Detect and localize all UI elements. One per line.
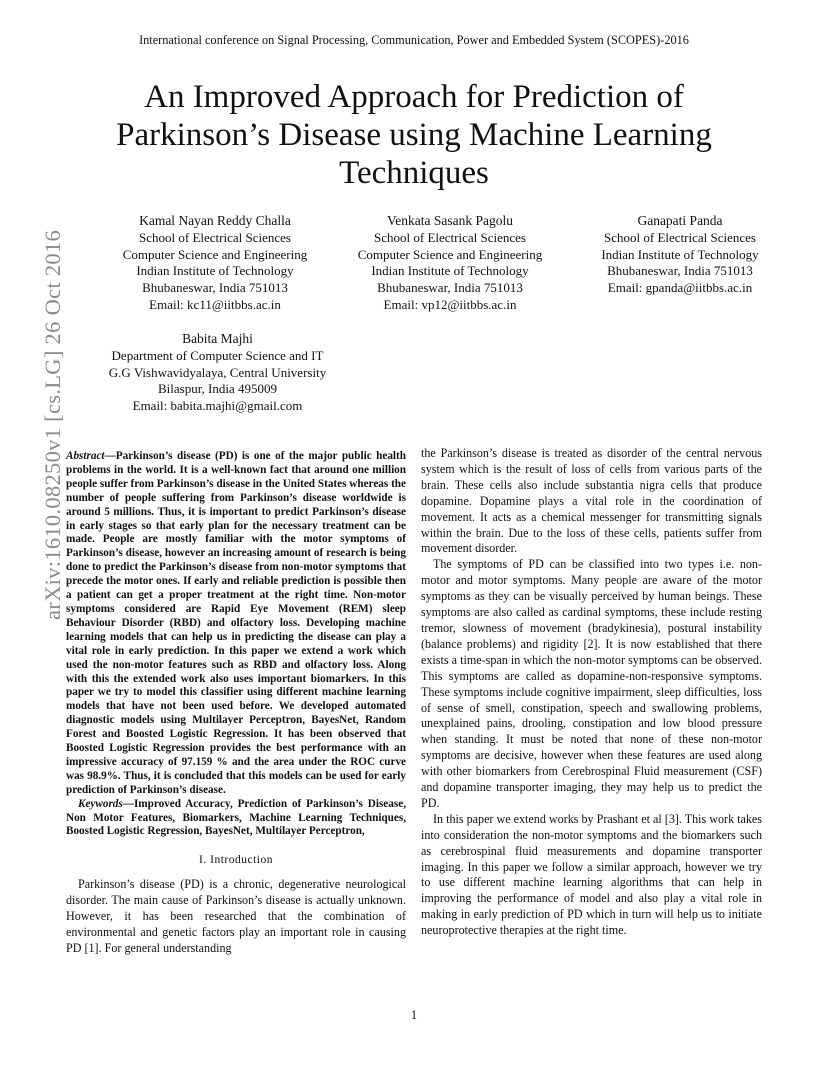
arxiv-stamp: [20, 229, 65, 620]
right-column: [421, 446, 762, 939]
author-name: Ganapati Panda: [637, 213, 723, 228]
author-affiliation: School of Electrical Sciences: [374, 230, 526, 245]
author-name: Kamal Nayan Reddy Challa: [139, 213, 291, 228]
author-affiliation: Indian Institute of Technology: [371, 263, 529, 279]
left-column: [66, 450, 406, 957]
author-name: Venkata Sasank Pagolu: [387, 213, 513, 228]
author-affiliation: Bhubaneswar, India 751013: [142, 280, 288, 296]
author-affiliation: Indian Institute of Technology: [601, 246, 759, 262]
author-block-3: [570, 211, 790, 297]
section-heading-introduction: I. Introduction: [199, 854, 273, 867]
page-number: 1: [410, 1008, 418, 1022]
author-affiliation: School of Electrical Sciences: [604, 230, 756, 245]
author-block-2: [335, 211, 565, 314]
abstract-text: —Parkinson’s disease (PD) is one of the major public health problems in the world. It is a well-known fact that around one million people suffer from Parkinson’s disease in the United States whereas the number of people suffering from Parkinson’s disease worldwide is around 5 millions. Thus, it is important to predict Parkinson’s disease in early stages so that early plan for the necessary treatment can be made. People are mostly familiar with the motor symptoms of Parkinson’s disease, however an increasing amount of research is being done to predict the Parkinson’s disease from non-motor symptoms that precede the motor ones. If early and reliable prediction is possible then a patient can get a proper treatment at the right time. Non-motor symptoms considered are Rapid Eye Movement (REM) sleep Behaviour Disorder (RBD) and olfactory loss. Developing machine learning models that can help us in predicting the disease can play a vital role in early prediction. In this paper we extend a work which used the non-motor features such as RBD and olfactory loss. Along with this the extended work also uses important biomarkers. In this paper we try to model this classifier using different machine learning models that have not been used before. We developed automated diagnostic models using Multilayer Perceptron, BayesNet, Random Forest and Boosted Logistic Regression. It has been observed that Boosted Logistic Regression provides the best performance with an impressive accuracy of 97.159 % and the area under the ROC curve was 98.9%. Thus, it is concluded that this models can be used for early prediction of Parkinson’s disease.: [66, 450, 406, 796]
author-affiliation: Department of Computer Science and IT: [111, 348, 324, 363]
author-affiliation: Bhubaneswar, India 751013: [607, 263, 753, 279]
author-name: Babita Majhi: [182, 331, 253, 346]
paper-title: An Improved Approach for Prediction of Parkinson’s Disease using Machine Learning Techniques: [116, 79, 712, 191]
author-block-1: [95, 211, 335, 314]
author-affiliation: Indian Institute of Technology: [136, 263, 294, 279]
arxiv-id: arXiv:1610.08250v1 [cs.LG] 26 Oct 2016: [40, 229, 65, 620]
author-block-4: [90, 329, 345, 415]
author-email: Email: kc11@iitbbs.ac.in: [149, 296, 281, 312]
author-affiliation: Computer Science and Engineering: [357, 246, 543, 262]
body-paragraph: the Parkinson’s disease is treated as disorder of the central nervous system which is the result of loss of cells from various parts of the brain. These cells also include substantia nigra cells that produce dopamine. Dopamine plays a vital role in the coordination of movement. It acts as a chemical messenger for transmitting signals within the brain. Due to the loss of these cells, patients suffer from movement disorder.: [421, 446, 762, 556]
conference-header: International conference on Signal Processing, Communication, Power and Embedded System (SCOPES)-2016: [139, 33, 689, 47]
author-email: Email: gpanda@iitbbs.ac.in: [607, 280, 753, 296]
keywords: [66, 798, 406, 840]
author-affiliation: Bilaspur, India 495009: [158, 381, 277, 397]
body-paragraph: In this paper we extend works by Prashant et al [3]. This work takes into consideration the non-motor symptoms and the biomarkers such as cerebrospinal fluid measurements and dopamine transporter imaging. In this paper we follow a similar approach, however we try to use different machine learning algorithms that can help in improving the performance of model and also play a vital role in making in early prediction of PD which in turn will help us to initiate neuroprotective therapies at the right time.: [421, 811, 762, 938]
author-email: Email: vp12@iitbbs.ac.in: [383, 296, 517, 312]
keywords-label: Keywords: [78, 797, 123, 810]
author-email: Email: babita.majhi@gmail.com: [132, 398, 303, 414]
abstract: [66, 450, 406, 798]
author-affiliation: School of Electrical Sciences: [139, 230, 291, 245]
author-affiliation: Computer Science and Engineering: [122, 246, 308, 262]
intro-paragraph-1: Parkinson’s disease (PD) is a chronic, degenerative neurological disorder. The main cause of Parkinson’s disease is actually unknown. However, it has been researched that the combination of environmental and genetic factors play an important role in causing PD [1]. For general understanding: [66, 877, 406, 955]
abstract-label: Abstract: [66, 450, 105, 462]
keywords-text: —Improved Accuracy, Prediction of Parkinson’s Disease, Non Motor Features, Biomarkers, Machine Learning Techniques, Boosted Logistic Regression, BayesNet, Multilayer Perceptron,: [66, 797, 406, 838]
author-affiliation: Bhubaneswar, India 751013: [377, 280, 523, 296]
author-affiliation: G.G Vishwavidyalaya, Central University: [108, 364, 327, 380]
body-paragraph: The symptoms of PD can be classified into two types i.e. non-motor and motor symptoms. Many people are aware of the motor symptoms as they can be visually perceived by human beings. These symptoms are also called as cardinal symptoms, these include resting tremor, slowness of movement (bradykinesia), postural instability (balance problems) and rigidity [2]. It is now established that there exists a time-span in which the non-motor symptoms can be observed. This symptoms are called as dopamine-non-responsive symptoms. These symptoms include cognitive impairment, sleep difficulties, loss of sense of smell, constipation, speech and swallowing problems, unexplained pains, drooling, constipation and low blood pressure when standing. It must be noted that none of these non-motor symptoms are decisive, however when these features are used along with other biomarkers from Cerebrospinal Fluid measurement (CSF) and dopamine transporter imaging, they may help us to predict the PD.: [421, 557, 762, 810]
